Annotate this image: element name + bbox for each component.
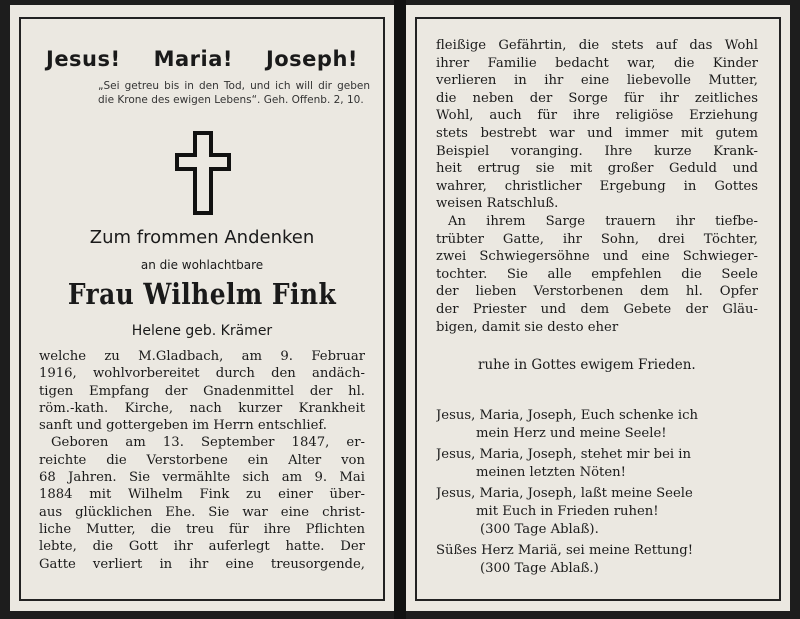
text-line: heit ertrug sie mit großer Geduld und <box>436 161 758 177</box>
biography-text <box>39 348 365 573</box>
obituary-continuation <box>436 37 758 336</box>
text-line: zwei Schwiegersöhne und eine Schwieger- <box>436 249 758 265</box>
text-line: liche Mutter, die treu für ihre Pflichten <box>39 521 365 537</box>
text-line: aus glücklichen Ehe. Sie war eine christ- <box>39 504 365 520</box>
text-line: der lieben Verstorbenen dem hl. Opfer <box>436 284 758 300</box>
prayer-section <box>436 407 758 581</box>
prayer-item <box>436 446 758 481</box>
text-line: ihrer Familie bedacht war, die Kinder <box>436 55 758 71</box>
text-line: An ihrem Sarge trauern ihr tiefbe- <box>448 213 758 229</box>
prayer-line: Süßes Herz Mariä, sei meine Rettung! <box>436 543 694 559</box>
motto-quote: „Sei getreu bis in den Tod, und ich will dir geben die Krone des ewigen Lebens“. Geh. Offenb. 2, 10. <box>98 80 370 106</box>
header-jesus: Jesus! <box>46 47 121 71</box>
right-card <box>406 5 790 611</box>
text-line: 1916, wohlvorbereitet durch den andäch- <box>39 366 365 382</box>
prayer-line: meinen letzten Nöten! <box>476 464 626 480</box>
text-line: stets bestrebt war und immer mit gutem <box>436 125 758 141</box>
prayer-item <box>436 407 758 442</box>
text-line: tigen Empfang der Gnadenmittel der hl. <box>39 383 365 399</box>
memorial-heading: Zum frommen Andenken <box>89 227 315 248</box>
header-invocation <box>46 47 358 71</box>
prayer-item <box>436 542 758 577</box>
text-line: reichte die Verstorbene ein Alter von <box>39 452 365 468</box>
text-line: 1884 mit Wilhelm Fink zu einer über- <box>39 487 365 503</box>
text-line: röm.-kath. Kirche, nach kurzer Krankheit <box>39 400 365 416</box>
text-line: Geboren am 13. September 1847, er- <box>51 435 365 451</box>
deceased-name: Frau Wilhelm Fink <box>67 277 337 311</box>
text-line: Wohl, auch für ihre religiöse Erziehung <box>436 108 758 124</box>
text-line: wahrer, christlicher Ergebung in Gottes <box>436 178 758 194</box>
prayer-line: Jesus, Maria, Joseph, Euch schenke ich <box>436 408 698 423</box>
header-maria: Maria! <box>153 47 233 71</box>
indulgence-note: (300 Tage Ablaß). <box>480 521 599 537</box>
text-line: fleißige Gefährtin, die stets auf das Wohl <box>436 38 758 53</box>
text-line: bigen, damit sie desto eher <box>436 319 619 335</box>
text-line: Beispiel voranging. Ihre kurze Krank- <box>436 143 758 159</box>
indulgence-note: (300 Tage Ablaß.) <box>480 560 599 576</box>
text-line: welche zu M.Gladbach, am 9. Februar <box>39 349 365 364</box>
closing-line: ruhe in Gottes ewigem Frieden. <box>478 357 696 373</box>
prayer-line: Jesus, Maria, Joseph, stehet mir bei in <box>436 447 691 463</box>
text-line: tochter. Sie alle empfehlen die Seele <box>436 266 758 282</box>
header-joseph: Joseph! <box>265 47 358 71</box>
cross-icon <box>175 131 231 215</box>
prayer-item <box>436 485 758 538</box>
text-line: der Priester und dem Gebete der Gläu- <box>436 301 758 317</box>
text-line: trübter Gatte, ihr Sohn, drei Töchter, <box>436 231 758 247</box>
maiden-name: Helene geb. Krämer <box>131 323 273 339</box>
left-card <box>10 5 394 611</box>
text-line: die neben der Sorge für ihr zeitliches <box>436 90 758 106</box>
dedication-line: an die wohlachtbare <box>140 258 264 272</box>
text-line: sanft und gottergeben im Herrn entschlief. <box>39 418 327 434</box>
text-line: lebte, die Gott ihr auferlegt hatte. Der <box>39 539 365 555</box>
text-line: 68 Jahren. Sie vermählte sich am 9. Mai <box>39 470 365 486</box>
text-line: Gatte verliert in ihr eine treusorgende, <box>39 556 365 572</box>
text-line: verlieren in ihr eine liebevolle Mutter, <box>436 73 758 89</box>
text-line: weisen Ratschluß. <box>436 196 559 212</box>
prayer-line: mein Herz und meine Seele! <box>476 425 667 441</box>
card-fold <box>394 0 406 619</box>
prayer-line: Jesus, Maria, Joseph, laßt meine Seele <box>436 486 693 502</box>
prayer-line: mit Euch in Frieden ruhen! <box>476 503 659 519</box>
